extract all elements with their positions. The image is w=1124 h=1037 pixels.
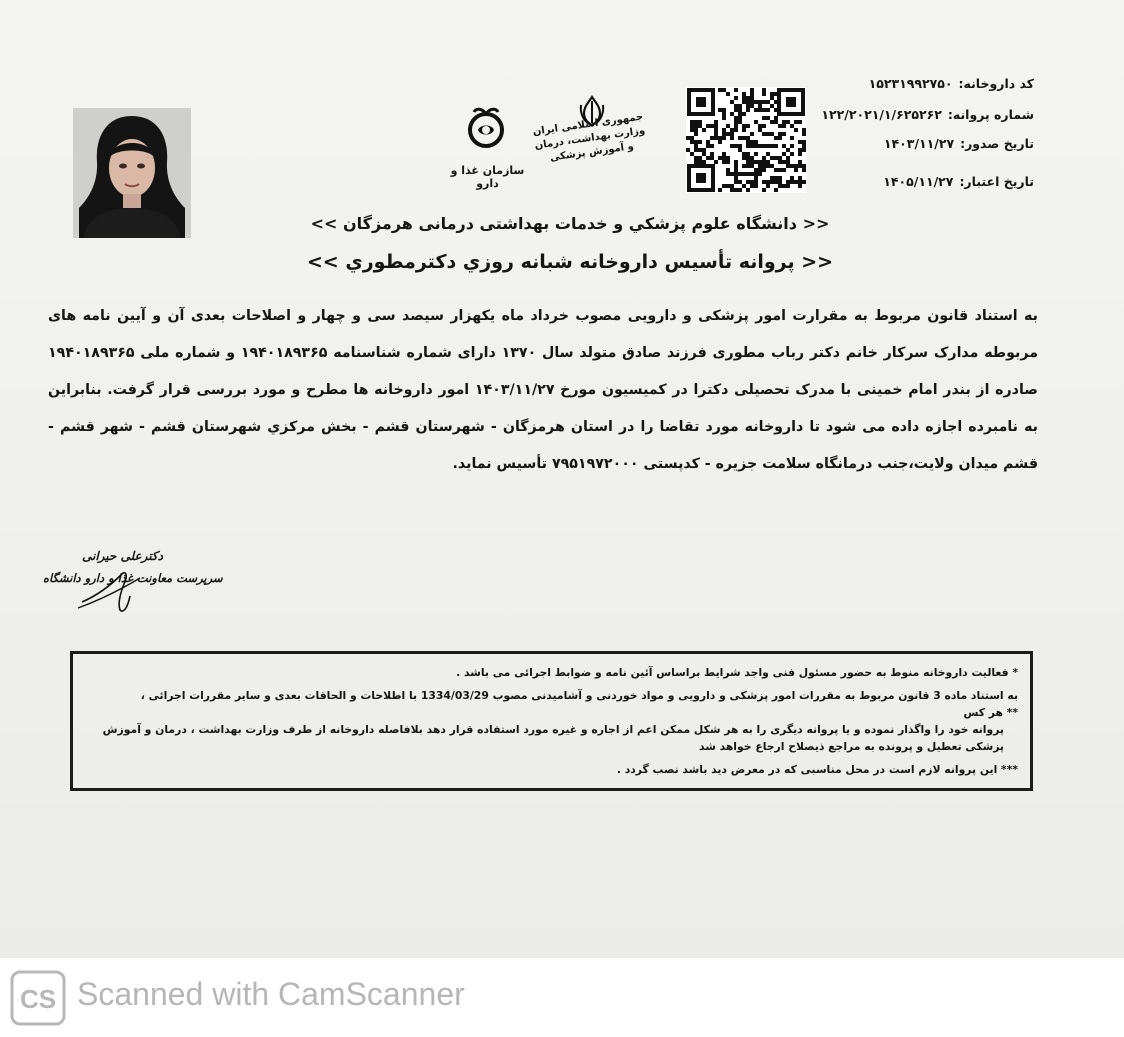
qr-module [754,172,758,176]
qr-module [694,140,698,144]
qr-module [774,136,778,140]
qr-module [710,156,714,160]
qr-module [798,184,802,188]
qr-module [786,164,790,168]
qr-module [718,108,722,112]
qr-module [746,180,750,184]
qr-module [790,124,794,128]
qr-module [726,172,730,176]
qr-code-icon [686,87,806,193]
qr-module [750,104,754,108]
qr-module [710,144,714,148]
qr-module [802,132,806,136]
qr-module [770,180,774,184]
qr-module [778,160,782,164]
qr-module [766,116,770,120]
qr-module [750,160,754,164]
ministry-caption: جمهوری اسلامی ایران وزارت بهداشت، درمان و آموزش پزشکی [532,111,646,164]
qr-module [790,164,794,168]
qr-module [698,140,702,144]
qr-module [718,88,722,92]
qr-module [726,160,730,164]
qr-module [698,156,702,160]
qr-module [690,120,694,124]
qr-module [734,124,738,128]
qr-module [750,100,754,104]
qr-module [694,144,698,148]
qr-module [738,144,742,148]
qr-module [766,152,770,156]
qr-module [702,128,706,132]
qr-module [766,108,770,112]
qr-module [722,88,726,92]
qr-module [746,172,750,176]
qr-module [786,184,790,188]
qr-module [746,152,750,156]
qr-module [698,124,702,128]
qr-module [802,180,806,184]
qr-module [782,144,786,148]
qr-module [798,176,802,180]
qr-module [798,140,802,144]
qr-module [754,140,758,144]
issue-date-value: ۱۴۰۳/۱۱/۲۷ [883,136,955,151]
qr-module [770,176,774,180]
qr-module [762,164,766,168]
qr-module [762,88,766,92]
qr-module [694,120,698,124]
qr-module [758,100,762,104]
qr-module [734,180,738,184]
qr-module [738,104,742,108]
qr-module [742,152,746,156]
qr-module [758,168,762,172]
note-technical-manager: * فعالیت داروخانه منوط به حضور مسئول فنی واجد شرایط براساس آئین نامه و ضوابط اجرائی می باشد . [456,666,1018,679]
qr-module [758,128,762,132]
qr-module [730,184,734,188]
qr-module [726,92,730,96]
qr-module [774,116,778,120]
qr-module [766,100,770,104]
camscanner-watermark-text: Scanned with CamScanner [77,976,465,1012]
qr-module [754,144,758,148]
qr-module [750,172,754,176]
qr-module [798,164,802,168]
qr-module [762,132,766,136]
pharmacy-code-value: ۱۵۲۳۱۹۹۲۷۵۰ [868,76,953,91]
qr-module [710,124,714,128]
qr-module [714,128,718,132]
qr-module [690,136,694,140]
qr-module [722,152,726,156]
qr-module [802,144,806,148]
qr-module [694,132,698,136]
qr-module [758,104,762,108]
qr-module [722,108,726,112]
qr-module [734,176,738,180]
qr-module [754,168,758,172]
qr-module [802,140,806,144]
qr-module [754,176,758,180]
qr-module [750,96,754,100]
qr-module [738,180,742,184]
qr-module [794,128,798,132]
qr-module [714,160,718,164]
qr-module [770,96,774,100]
qr-module [690,128,694,132]
qr-module [790,180,794,184]
qr-module [782,120,786,124]
qr-module [750,132,754,136]
camscanner-logo-text: CS [19,984,57,1014]
qr-module [786,160,790,164]
qr-module [766,164,770,168]
qr-module [714,136,718,140]
qr-module [754,160,758,164]
qr-module [722,132,726,136]
qr-module [750,164,754,168]
qr-module [714,124,718,128]
qr-module [766,180,770,184]
qr-module [778,184,782,188]
qr-module [738,120,742,124]
qr-module [770,164,774,168]
qr-module [746,164,750,168]
qr-module [782,124,786,128]
qr-module [766,160,770,164]
signature-scribble-icon [70,560,150,616]
pharmacy-code-label: کد داروخانه: [958,76,1034,91]
qr-module [798,180,802,184]
qr-module [778,176,782,180]
qr-module [722,156,726,160]
qr-module [774,176,778,180]
camscanner-logo-icon [10,970,66,1026]
qr-module [706,140,710,144]
qr-module [694,148,698,152]
qr-module [770,132,774,136]
qr-module [746,124,750,128]
qr-module [758,108,762,112]
qr-module [762,124,766,128]
qr-module [746,136,750,140]
qr-module [774,144,778,148]
qr-module [750,156,754,160]
qr-module [722,112,726,116]
qr-module [762,92,766,96]
issue-date-label: تاریخ صدور: [960,136,1034,151]
qr-module [686,136,690,140]
qr-module [742,112,746,116]
qr-module [750,92,754,96]
qr-module [774,156,778,160]
qr-module [770,156,774,160]
note-display-requirement: *** این پروانه لازم است در محل مناسبی که در معرض دید باشد نصب گردد . [616,763,1018,776]
qr-module [790,176,794,180]
qr-module [754,120,758,124]
qr-module [758,164,762,168]
qr-module [794,164,798,168]
qr-module [770,92,774,96]
qr-module [698,148,702,152]
qr-module [718,140,722,144]
qr-module [730,136,734,140]
qr-module [750,184,754,188]
qr-module [754,184,758,188]
qr-module [758,172,762,176]
qr-module [690,152,694,156]
qr-module [778,132,782,136]
note-article-3-body: پروانه خود را واگذار نموده و یا پروانه دیگری را به هر شکل ممکن اعم از اجاره و غیره مورد استفاده قرار دهد بلافاصله داروخانه از طرف وزارت بهداشت ، درمان و آموزش پزشکی تعطیل و پرونده به مراجع ذیصلاح ارجاع خواهد شد [102,723,1004,753]
qr-module [730,188,734,192]
qr-module [730,100,734,104]
qr-module [742,184,746,188]
qr-module [730,112,734,116]
qr-module [786,148,790,152]
qr-module [702,148,706,152]
signatory-name: دکترعلی حیرانی [82,549,163,563]
qr-module [754,100,758,104]
license-number-label: شماره پروانه: [947,107,1034,122]
qr-module [710,152,714,156]
qr-module [746,160,750,164]
qr-module [794,120,798,124]
qr-module [690,140,694,144]
qr-module [738,188,742,192]
qr-module [798,148,802,152]
qr-module [694,160,698,164]
qr-module [718,188,722,192]
qr-module [706,144,710,148]
qr-module [798,160,802,164]
qr-module [722,116,726,120]
qr-module [698,120,702,124]
qr-module [714,132,718,136]
qr-module [770,104,774,108]
qr-module [762,100,766,104]
qr-module [694,156,698,160]
qr-module [738,148,742,152]
license-body-paragraph: به استناد قانون مربوط به مقرارت امور پزشکی و دارویی مصوب خرداد ماه یکهزار سیصد سی و چهار و اصلاحات بعدی آن و آیین نامه های مربوطه مدارک سرکار خانم دکتر رباب مطوری فرزند صادق متولد سال ۱۳۷۰ دارای شماره شناسنامه ۱۹۴۰۱۸۹۳۶۵ و شماره ملی ۱۹۴۰۱۸۹۳۶۵ صادره از بندر امام خمینی با مدرک تحصیلی دکترا در کمیسیون مورخ ۱۴۰۳/۱۱/۲۷ امور داروخانه ها مطرح و مورد بررسی قرار گرفت. بنابراین به نامبرده اجازه داده می شود تا داروخانه مورد تقاضا را در استان هرمزگان - شهرستان قشم - بخش مرکزي شهرستان قشم - شهر قشم - قشم میدان ولایت،جنب درمانگاه سلامت جزیره - کدپستی ۷۹۵۱۹۷۲۰۰۰ تأسیس نماید. [48,308,1038,472]
qr-module [726,168,730,172]
qr-module [762,156,766,160]
qr-module [706,156,710,160]
qr-module [770,120,774,124]
qr-module [738,108,742,112]
qr-module [738,116,742,120]
qr-module [762,116,766,120]
qr-module [746,108,750,112]
qr-module [782,184,786,188]
qr-module [762,180,766,184]
qr-module [742,124,746,128]
valid-date-value: ۱۴۰۵/۱۱/۲۷ [883,174,954,189]
qr-module [714,120,718,124]
qr-module [786,156,790,160]
qr-module [762,108,766,112]
qr-module [738,136,742,140]
qr-module [786,120,790,124]
qr-module [778,168,782,172]
qr-module [782,160,786,164]
university-heading: << دانشگاه علوم پزشكي و خدمات بهداشتی درمانی هرمزگان >> [310,214,830,233]
qr-module [726,132,730,136]
qr-module [742,164,746,168]
qr-module [722,136,726,140]
qr-module [778,156,782,160]
qr-module [782,132,786,136]
qr-module [782,152,786,156]
qr-module [730,132,734,136]
qr-module [778,124,782,128]
qr-module [734,164,738,168]
qr-module [746,156,750,160]
qr-module [774,168,778,172]
qr-module [694,124,698,128]
qr-module [802,164,806,168]
qr-module [778,180,782,184]
qr-module [734,168,738,172]
qr-module [726,156,730,160]
license-number-value: ۱۲۲/۲۰۲۱/۱/۶۲۵۲۶۲ [821,107,942,122]
qr-module [746,140,750,144]
qr-module [774,180,778,184]
qr-module [718,136,722,140]
note-article-3: به استناد ماده 3 قانون مربوط به مقررات امور پزشکی و دارویی و مواد خوردنی و آشامیدنی مصوب 1334/03/29 با اطلاحات و الحاقات بعدی و سایر مقررات اجرائی ، [140,689,1018,702]
qr-module [802,128,806,132]
qr-module [794,180,798,184]
valid-date-label: تاریخ اعتبار: [959,174,1034,189]
qr-module [726,184,730,188]
qr-module [742,96,746,100]
qr-module [718,156,722,160]
qr-module [758,144,762,148]
qr-module [722,184,726,188]
qr-module [734,188,738,192]
qr-module [734,104,738,108]
qr-module [742,136,746,140]
qr-module [726,124,730,128]
qr-module [730,144,734,148]
pharmacy-code [869,76,1034,91]
issue-date [884,136,1034,151]
license-title: << پروانه تأسیس داروخانه شبانه روزي دكترمطوري >> [306,251,834,273]
qr-module [734,128,738,132]
qr-module [746,100,750,104]
qr-module [702,152,706,156]
qr-module [766,144,770,148]
qr-module [774,188,778,192]
qr-module [754,152,758,156]
qr-module [730,128,734,132]
qr-module [750,144,754,148]
qr-module [734,172,738,176]
qr-module [734,144,738,148]
qr-module [762,160,766,164]
qr-module [742,128,746,132]
note-article-3-marker: ** هر کس [963,706,1018,719]
qr-module [746,188,750,192]
qr-module [734,160,738,164]
qr-module [702,160,706,164]
qr-module [774,120,778,124]
qr-module [766,184,770,188]
qr-module [694,128,698,132]
qr-module [790,144,794,148]
qr-module [742,156,746,160]
qr-module [802,148,806,152]
qr-module [742,92,746,96]
qr-module [686,148,690,152]
qr-module [690,124,694,128]
qr-module [758,124,762,128]
qr-module [734,120,738,124]
valid-date [883,174,1034,189]
qr-module [746,104,750,108]
signatory-role: سرپرست معاونت غذا و دارو دانشگاه [43,571,223,585]
qr-module [786,180,790,184]
qr-module [758,160,762,164]
qr-module [698,160,702,164]
qr-module [710,136,714,140]
fda-caption: سازمان غذا و دارو [450,164,525,190]
qr-module [754,108,758,112]
qr-module [790,136,794,140]
qr-module [766,132,770,136]
qr-module [706,124,710,128]
qr-module [754,180,758,184]
qr-module [782,168,786,172]
license-number [821,107,1034,122]
qr-module [746,96,750,100]
qr-module [722,128,726,132]
qr-module [734,88,738,92]
qr-module [722,160,726,164]
qr-module [762,188,766,192]
qr-module [738,172,742,176]
qr-module [778,136,782,140]
notes-box [70,651,1033,791]
qr-module [734,116,738,120]
qr-module [742,100,746,104]
qr-module [770,144,774,148]
qr-module [750,180,754,184]
qr-module [762,168,766,172]
qr-module [798,152,802,156]
qr-module [798,120,802,124]
qr-module [742,172,746,176]
qr-module [794,168,798,172]
qr-module [730,172,734,176]
qr-module [750,140,754,144]
qr-module [746,144,750,148]
qr-module [734,108,738,112]
qr-module [802,168,806,172]
qr-module [738,112,742,116]
qr-module [762,144,766,148]
qr-module [734,96,738,100]
food-drug-organization-logo-icon [462,104,510,152]
qr-module [790,152,794,156]
qr-module [750,88,754,92]
